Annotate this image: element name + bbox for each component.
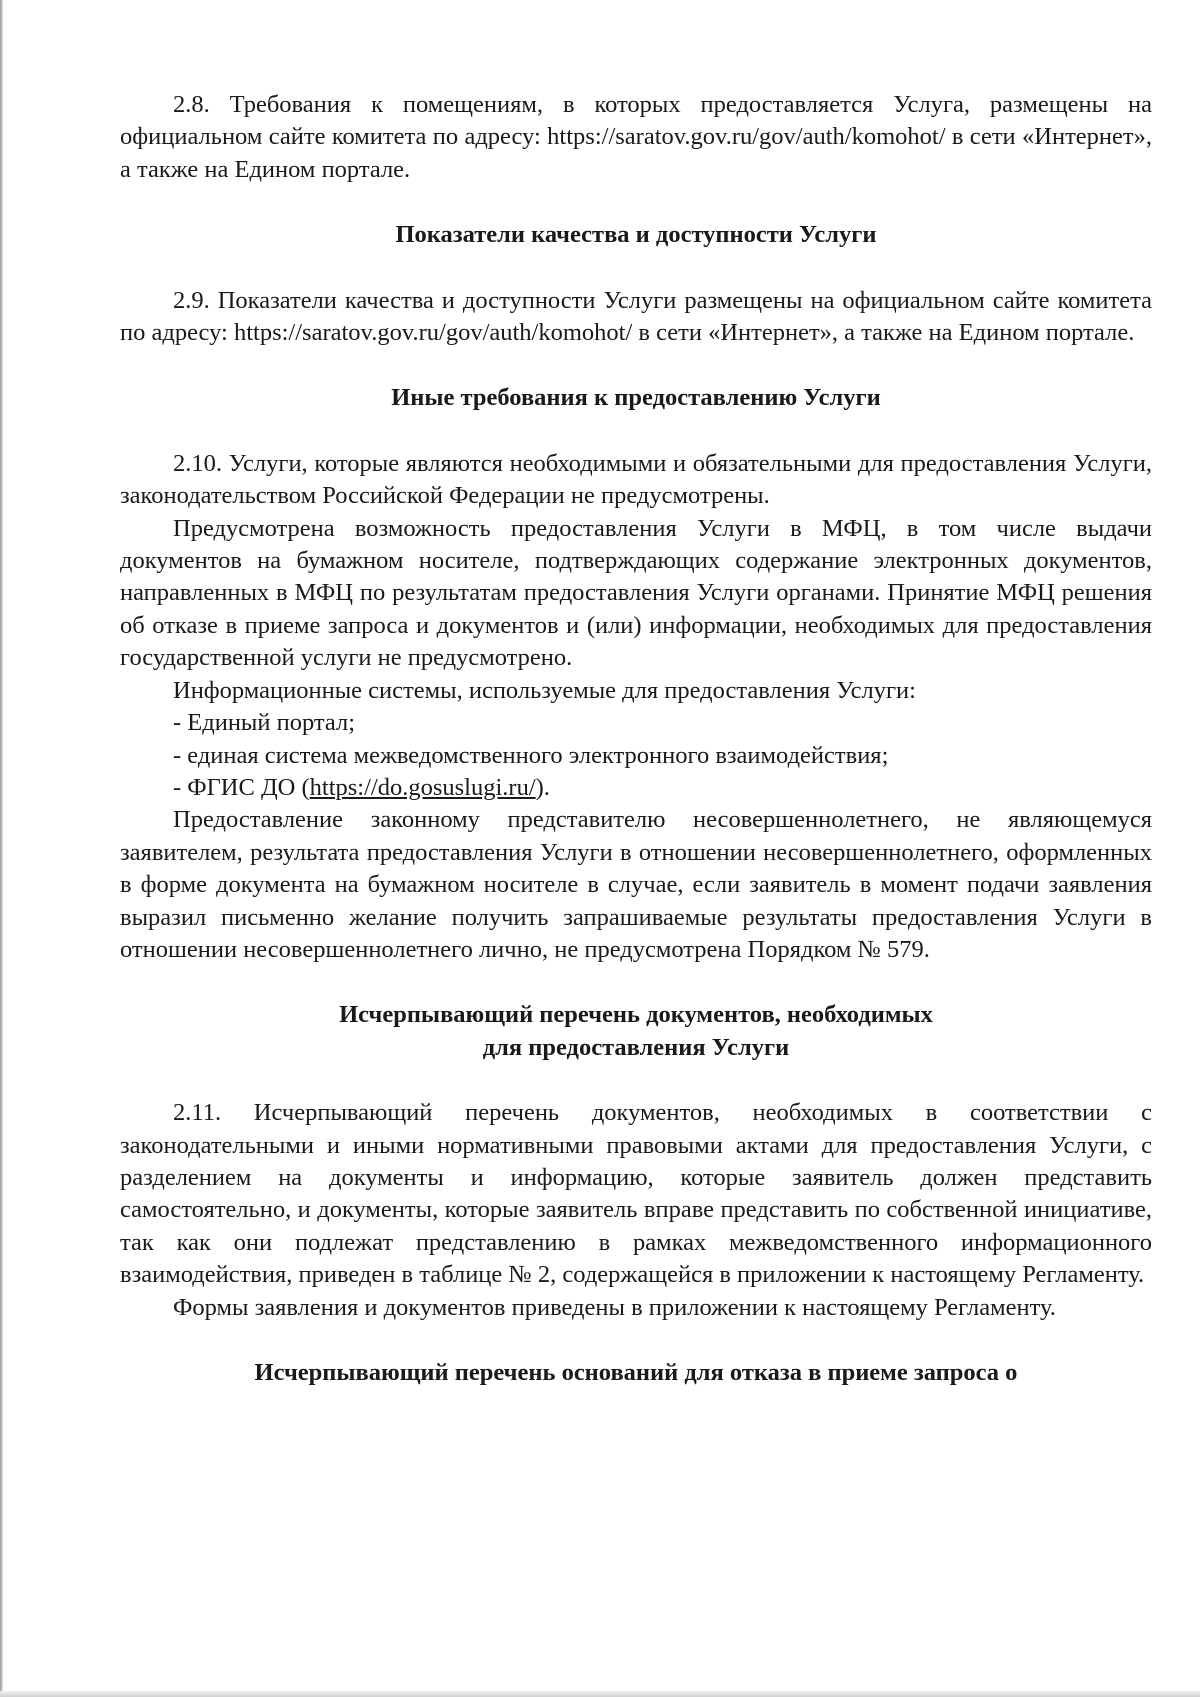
heading-documents-list: [120, 999, 1152, 1064]
document-page: [120, 89, 1152, 1389]
scan-edge: [0, 1691, 1200, 1697]
list-item: [120, 772, 1152, 804]
paragraph-forms: Формы заявления и документов приведены в приложении к настоящему Регламенту.: [173, 1293, 1056, 1321]
list-item: - единая система межведомственного электронного взаимодействия;: [173, 741, 889, 769]
paragraph-mfc: Предусмотрена возможность предоставления Услуги в МФЦ, в том числе выдачи документов на бумажном носителе, подтверждающих содержание электронных документов, направленных в МФЦ по результатам предоставления Услуги органами. Принятие МФЦ решения об отказе в приеме запроса и документов и (или) информации, необходимых для предоставления государственной услуги не предусмотрено.: [120, 514, 1152, 672]
heading-quality-indicators: Показатели качества и доступности Услуги: [395, 221, 877, 249]
paragraph-2-11: 2.11. Исчерпывающий перечень документов, необходимых в соответствии с законодательными и иными нормативными правовыми актами для предоставления Услуги, с разделением на документы и информацию, которые заявитель должен представить самостоятельно, и документы, которые заявитель вправе представить по собственной инициативе, так как они подлежат представлению в рамках межведомственного информационного взаимодействия, приведен в таблице № 2, содержащейся в приложении к настоящему Регламенту.: [120, 1099, 1152, 1289]
scan-edge: [0, 0, 3, 1697]
heading-line: Исчерпывающий перечень документов, необходимых: [339, 1001, 933, 1029]
paragraph-representative: Предоставление законному представителю несовершеннолетнего, не являющемуся заявителем, результата предоставления Услуги в отношении несовершеннолетнего, оформленных в форме документа на бумажном носителе в случае, если заявитель в момент подачи заявления выразил письменно желание получить запрашиваемые результаты предоставления Услуги в отношении несовершеннолетнего лично, не предусмотрена Порядком № 579.: [120, 806, 1152, 963]
heading-line: для предоставления Услуги: [482, 1033, 790, 1061]
paragraph-2-9: 2.9. Показатели качества и доступности Услуги размещены на официальном сайте комитета по адресу: https://saratov.gov.ru/gov/auth/komohot/ в сети «Интернет», а также на Едином портале.: [120, 286, 1152, 347]
paragraph-info-systems-intro: Информационные системы, используемые для предоставления Услуги:: [173, 676, 916, 704]
heading-other-requirements: Иные требования к предоставлению Услуги: [391, 384, 881, 412]
heading-refusal-grounds: Исчерпывающий перечень оснований для отказа в приеме запроса о: [254, 1359, 1018, 1386]
list-item-suffix: ).: [535, 773, 550, 801]
paragraph-2-10: 2.10. Услуги, которые являются необходимыми и обязательными для предоставления Услуги, законодательством Российской Федерации не предусмотрены.: [120, 449, 1152, 510]
gosuslugi-link[interactable]: https://do.gosuslugi.ru/: [309, 773, 536, 801]
paragraph-2-8: 2.8. Требования к помещениям, в которых предоставляется Услуга, размещены на официальном сайте комитета по адресу: https://saratov.gov.ru/gov/auth/komohot/ в сети «Интернет», а также на Едином портале.: [120, 91, 1152, 183]
list-item: - Единый портал;: [173, 709, 356, 737]
list-item-prefix: - ФГИС ДО (: [173, 773, 310, 801]
